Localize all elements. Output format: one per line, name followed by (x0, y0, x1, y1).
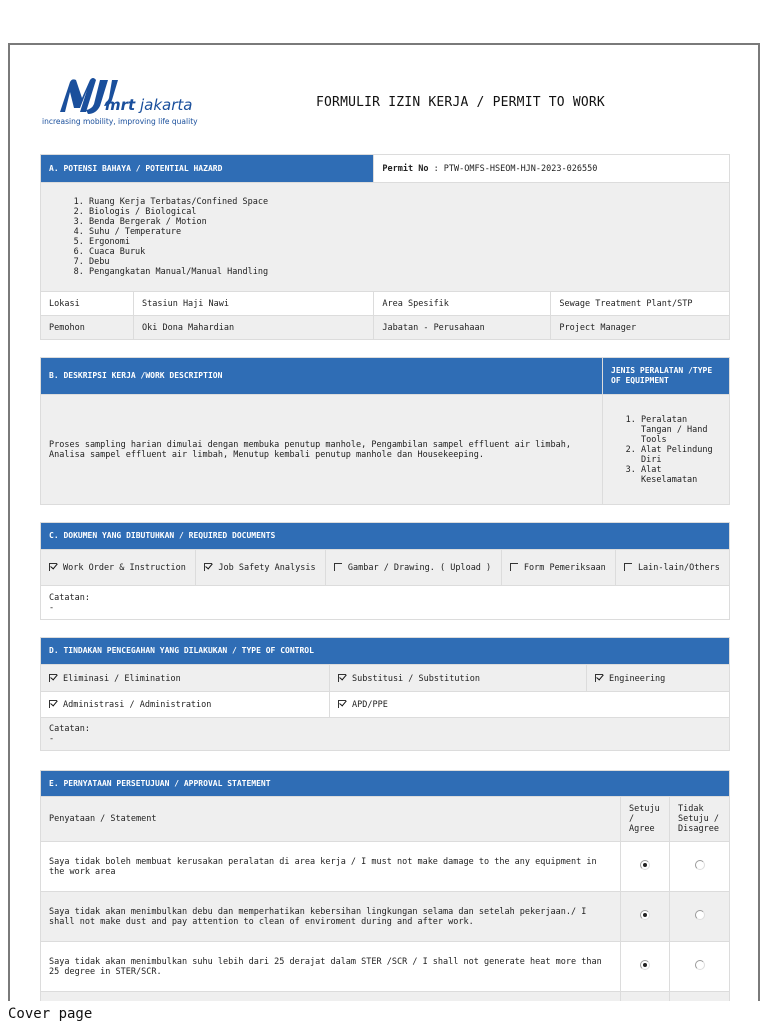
disagree-cell (670, 942, 730, 992)
section-c-notes (41, 586, 730, 620)
statement-text: Saya tidak akan menimbulkan suhu lebih dari 25 derajat dalam STER /SCR / I shall not generate heat more than 25 degree in STER/SCR. (41, 942, 621, 992)
document-cell (196, 550, 326, 586)
section-e-title: E. PERNYATAAN PERSETUJUAN / APPROVAL STATEMENT (41, 771, 730, 797)
checkbox-icon[interactable] (624, 562, 633, 571)
hazard-list-cell (41, 183, 730, 292)
page-title: FORMULIR IZIN KERJA / PERMIT TO WORK (316, 95, 605, 110)
logo-tagline: increasing mobility, improving life quality (42, 117, 198, 126)
control-cell: Eliminasi / Elimination (41, 665, 330, 692)
disagree-radio[interactable] (695, 860, 705, 870)
section-c-title: C. DOKUMEN YANG DIBUTUHKAN / REQUIRED DOCUMENTS (41, 523, 730, 550)
pemohon-value: Oki Dona Mahardian (134, 316, 374, 340)
disagree-radio[interactable] (695, 960, 705, 970)
area-value: Sewage Treatment Plant/STP (551, 292, 730, 316)
agree-cell (621, 992, 670, 1002)
statement-text: Saya tidak akan menimbulkan debu dan memperhatikan kebersihan lingkungan selama dan setelah pekerjaan./ I shall not make dust and pay attention to clean of enviroment during and after work. (41, 892, 621, 942)
lokasi-label: Lokasi (41, 292, 134, 316)
notes-value: - (49, 734, 55, 744)
checkbox-checked-icon[interactable] (49, 699, 58, 708)
checkbox-checked-icon[interactable] (49, 673, 58, 682)
mrt-jakarta-logo (42, 74, 208, 132)
hazard-item: 5. Ergonomi (89, 237, 721, 247)
agree-cell (621, 842, 670, 892)
checkbox-icon[interactable] (334, 562, 343, 571)
control-cell: Substitusi / Substitution (330, 665, 587, 692)
disagree-header: Tidak Setuju / Disagree (670, 797, 730, 842)
area-label: Area Spesifik (374, 292, 551, 316)
agree-cell (621, 942, 670, 992)
document-cell (325, 550, 501, 586)
document-cell (41, 550, 196, 586)
pemohon-label: Pemohon (41, 316, 134, 340)
document-label: Lain-lain/Others (637, 563, 720, 573)
document-cell (615, 550, 729, 586)
control-cell: APD/PPE (330, 692, 730, 718)
document-label: Form Pemeriksaan (523, 563, 606, 573)
agree-radio[interactable] (640, 910, 650, 920)
statement-row (41, 892, 730, 942)
hazard-item: 7. Debu (89, 257, 721, 267)
equipment-title: JENIS PERALATAN /TYPE OF EQUIPMENT (603, 358, 730, 395)
control-cell: Administrasi / Administration (41, 692, 330, 718)
section-b-title: B. DESKRIPSI KERJA /WORK DESCRIPTION (41, 358, 603, 395)
document-label: Work Order & Instruction (63, 563, 186, 573)
statement-row (41, 942, 730, 992)
agree-radio[interactable] (640, 960, 650, 970)
agree-radio[interactable] (640, 860, 650, 870)
section-e-table (40, 770, 730, 1001)
disagree-cell (670, 892, 730, 942)
disagree-radio[interactable] (695, 910, 705, 920)
checkbox-checked-icon[interactable] (49, 562, 58, 571)
agree-header: Setuju / Agree (621, 797, 670, 842)
notes-label: Catatan: (49, 592, 90, 603)
equipment-list-cell (603, 395, 730, 505)
equipment-list (611, 415, 721, 485)
hazard-item: 1. Ruang Kerja Terbatas/Confined Space (89, 197, 721, 207)
control-cell: Engineering (587, 665, 730, 692)
checkbox-icon[interactable] (510, 562, 519, 571)
section-a-title: A. POTENSI BAHAYA / POTENTIAL HAZARD (41, 155, 374, 183)
documents-row (41, 550, 730, 586)
jabatan-label: Jabatan - Perusahaan (374, 316, 551, 340)
work-description: Proses sampling harian dimulai dengan membuka penutup manhole, Pengambilan sampel effluent air limbah, Analisa sampel effluent air limbah, Menutup kembali penutup manhole dan Housekeeping. (41, 395, 603, 505)
checkbox-checked-icon[interactable] (595, 673, 604, 682)
section-d-title: D. TINDAKAN PENCEGAHAN YANG DILAKUKAN / TYPE OF CONTROL (41, 638, 730, 665)
document-cell (501, 550, 615, 586)
agree-cell (621, 892, 670, 942)
page-caption: Cover page (8, 1006, 93, 1022)
section-d-notes (41, 718, 730, 751)
statement-text (41, 992, 621, 1002)
statement-row (41, 992, 730, 1002)
checkbox-checked-icon[interactable] (338, 673, 347, 682)
hazard-item: 2. Biologis / Biological (89, 207, 721, 217)
checkbox-checked-icon[interactable] (338, 699, 347, 708)
notes-value: - (49, 602, 55, 613)
equipment-item: 3. Alat Keselamatan (641, 465, 721, 485)
hazard-item: 3. Benda Bergerak / Motion (89, 217, 721, 227)
notes-label: Catatan: (49, 724, 90, 734)
logo-wordmark: mrt jakarta (105, 96, 193, 114)
checkbox-checked-icon[interactable] (204, 562, 213, 571)
section-b-table (40, 357, 730, 505)
equipment-item: 2. Alat Pelindung Diri (641, 445, 721, 465)
hazard-item: 8. Pengangkatan Manual/Manual Handling (89, 267, 721, 277)
jabatan-value: Project Manager (551, 316, 730, 340)
statement-row (41, 842, 730, 892)
statement-header: Penyataan / Statement (41, 797, 621, 842)
hazard-list (49, 197, 721, 277)
section-a-table (40, 154, 730, 340)
section-d-table (40, 637, 730, 751)
disagree-cell (670, 992, 730, 1002)
document-page (8, 43, 760, 1001)
document-label: Job Safety Analysis (218, 563, 316, 573)
disagree-cell (670, 842, 730, 892)
section-c-table (40, 522, 730, 620)
statement-text: Saya tidak boleh membuat kerusakan peralatan di area kerja / I must not make damage to the any equipment in the work area (41, 842, 621, 892)
equipment-item: 1. Peralatan Tangan / Hand Tools (641, 415, 721, 445)
lokasi-value: Stasiun Haji Nawi (134, 292, 374, 316)
document-label: Gambar / Drawing. ( Upload ) (347, 563, 492, 573)
hazard-item: 6. Cuaca Buruk (89, 247, 721, 257)
hazard-item: 4. Suhu / Temperature (89, 227, 721, 237)
permit-number: Permit No : PTW-OMFS-HSEOM-HJN-2023-026550 (374, 155, 730, 183)
